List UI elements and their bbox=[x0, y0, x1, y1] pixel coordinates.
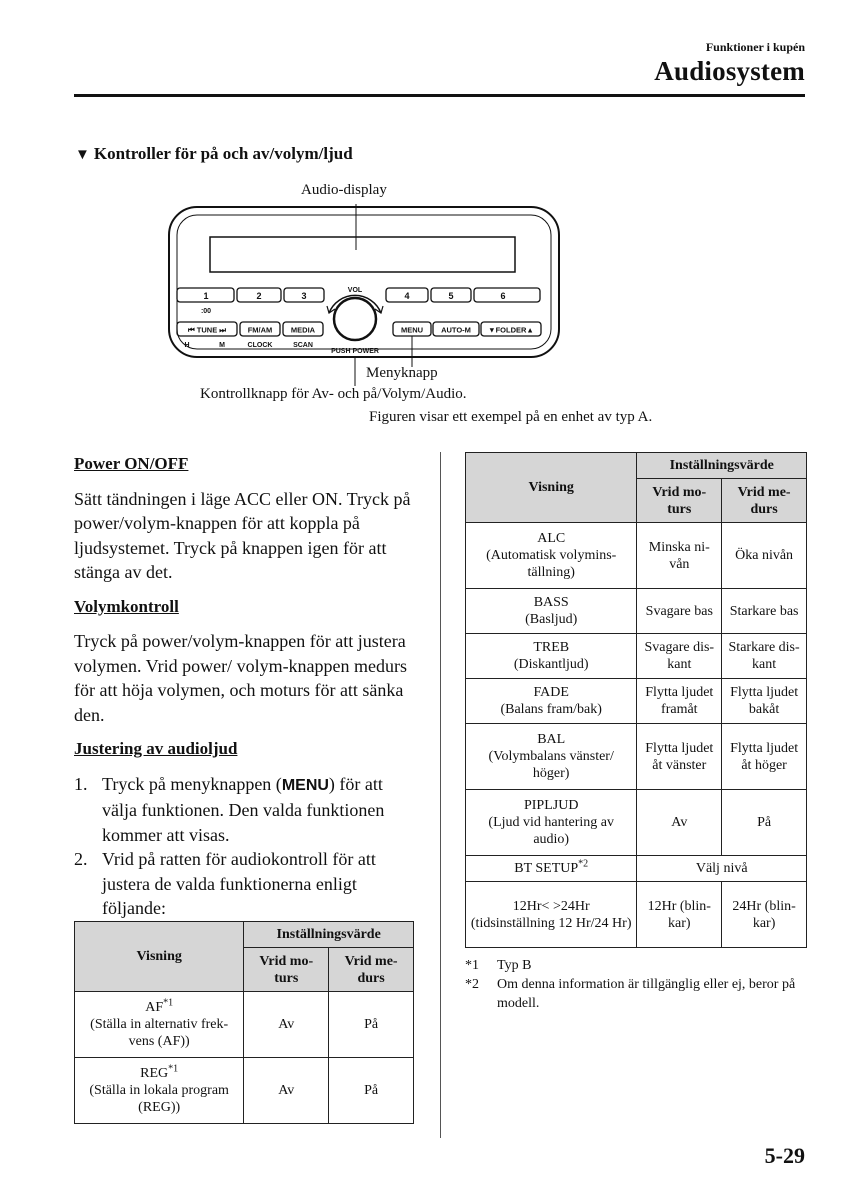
col-ccw: Vrid mo-turs bbox=[244, 948, 329, 992]
audio-unit-diagram bbox=[165, 180, 725, 430]
preset-label-5: 5 bbox=[448, 291, 454, 301]
sub-label-clock: CLOCK bbox=[247, 342, 273, 349]
ccw-cell: Flytta ljudet åt vänster bbox=[637, 724, 722, 790]
cw-cell: Starkare bas bbox=[722, 589, 807, 634]
table-row bbox=[466, 679, 807, 724]
table-header-row bbox=[75, 922, 414, 948]
visning-cell: BAL (Volymbalans vänster/ höger) bbox=[466, 724, 637, 790]
cw-cell: På bbox=[329, 1058, 414, 1124]
col-installningsvarde: Inställningsvärde bbox=[244, 922, 414, 948]
fm-am-button-label: FM/AM bbox=[247, 325, 273, 335]
col-cw: Vrid me-durs bbox=[722, 479, 807, 523]
ccw-cell: Svagare dis-kant bbox=[637, 634, 722, 679]
footnotes bbox=[465, 956, 810, 1013]
power-text: Sätt tändningen i läge ACC eller ON. Tryck på power/volym-knappen för att koppla på ljudsystemet. Tryck på knappen igen för att stänga av det. bbox=[74, 488, 411, 582]
push-power-label: PUSH POWER bbox=[331, 348, 379, 355]
preset-label-6: 6 bbox=[500, 291, 506, 301]
table-header-row bbox=[466, 453, 807, 479]
figure-caption: Figuren visar ett exempel på en enhet av typ A. bbox=[369, 409, 653, 425]
visning-cell: 12Hr< >24Hr (tidsinställning 12 Hr/24 Hr) bbox=[466, 882, 637, 948]
sub-label-scan: SCAN bbox=[293, 342, 313, 349]
preset-label-1: 1 bbox=[203, 291, 209, 301]
cw-cell: Öka nivån bbox=[722, 523, 807, 589]
table-row bbox=[466, 882, 807, 948]
page-number: 5-29 bbox=[764, 1143, 805, 1168]
tune-button-label: ⏮ TUNE ⏭ bbox=[187, 325, 227, 335]
menu-keyword: MENU bbox=[281, 776, 329, 794]
col-installningsvarde: Inställningsvärde bbox=[637, 453, 807, 479]
preset-label-3: 3 bbox=[301, 291, 307, 301]
volume-heading: Volymkontroll bbox=[74, 596, 179, 616]
ccw-cell: Flytta ljudet framåt bbox=[637, 679, 722, 724]
col-visning: Visning bbox=[75, 922, 244, 992]
vol-label: VOL bbox=[347, 287, 363, 294]
table-row bbox=[466, 589, 807, 634]
visning-cell: BT SETUP$^{*2}$ bbox=[466, 856, 637, 882]
step-2-text: Vrid på ratten för audiokontroll för att justera de valda funktionerna enligt följande: bbox=[102, 849, 376, 918]
ccw-cell: Svagare bas bbox=[637, 589, 722, 634]
cw-cell: Starkare dis-kant bbox=[722, 634, 807, 679]
table-row bbox=[466, 856, 807, 882]
ccw-cell: Av bbox=[637, 790, 722, 856]
header-rule bbox=[74, 94, 805, 97]
step-1-text: Tryck på menyknappen (MENU) för att välja funktionen. Den valda funktionen kommer att visas. bbox=[102, 773, 385, 845]
cw-cell: På bbox=[329, 992, 414, 1058]
label-control-knob: Kontrollknapp för Av- och på/Volym/Audio. bbox=[200, 386, 467, 402]
settings-table-left bbox=[74, 921, 414, 1124]
steps-list bbox=[74, 772, 419, 921]
section-heading bbox=[75, 144, 353, 164]
preset-label-2: 2 bbox=[256, 291, 262, 301]
ccw-cell: Minska ni-vån bbox=[637, 523, 722, 589]
header-subtitle: Funktioner i kupén bbox=[705, 40, 805, 54]
visning-cell: TREB (Diskantljud) bbox=[466, 634, 637, 679]
footnote-mark: *1 bbox=[465, 958, 479, 973]
step-2-number: 2. bbox=[74, 849, 88, 869]
power-heading: Power ON/OFF bbox=[74, 454, 189, 473]
label-audio-display: Audio-display bbox=[301, 182, 387, 198]
table-row bbox=[466, 724, 807, 790]
footnote-2 bbox=[465, 975, 810, 1013]
ccw-cell: 12Hr (blin-kar) bbox=[637, 882, 722, 948]
table-row bbox=[75, 1058, 414, 1124]
visning-cell: AF$^{*1}$ (Ställa in alternativ frek-vens (AF)) bbox=[75, 992, 244, 1058]
media-button-label: MEDIA bbox=[290, 325, 316, 335]
sub-label-m: M bbox=[219, 342, 225, 349]
left-column bbox=[74, 452, 419, 921]
menu-button-label: MENU bbox=[400, 325, 424, 335]
table-row bbox=[466, 634, 807, 679]
triangle-down-icon: ▼ bbox=[75, 147, 90, 163]
step-2 bbox=[74, 847, 419, 921]
sub-label-h: H bbox=[184, 342, 190, 349]
col-visning: Visning bbox=[466, 453, 637, 523]
table-row bbox=[466, 523, 807, 589]
visning-cell: PIPLJUD (Ljud vid hantering av audio) bbox=[466, 790, 637, 856]
label-menu-button: Menyknapp bbox=[366, 365, 438, 381]
volume-knob bbox=[334, 298, 376, 340]
footnote-1 bbox=[465, 956, 810, 975]
footnote-text: Om denna information är tillgänglig eller ej, beror på modell. bbox=[497, 977, 796, 1011]
step-1 bbox=[74, 772, 419, 848]
merged-cell: Välj nivå bbox=[637, 856, 807, 882]
cw-cell: Flytta ljudet bakåt bbox=[722, 679, 807, 724]
visning-cell: BASS (Basljud) bbox=[466, 589, 637, 634]
col-cw: Vrid me-durs bbox=[329, 948, 414, 992]
footnote-mark: *2 bbox=[465, 977, 479, 992]
section-heading-text: Kontroller för på och av/volym/ljud bbox=[93, 144, 353, 163]
step-1-number: 1. bbox=[74, 773, 88, 794]
folder-button-label: ▼FOLDER▲ bbox=[488, 325, 534, 335]
table-row bbox=[75, 992, 414, 1058]
preset-sub-label: :00 bbox=[200, 308, 212, 315]
audio-adjust-heading: Justering av audioljud bbox=[74, 739, 238, 758]
visning-cell: REG$^{*1}$ (Ställa in lokala program (REG)) bbox=[75, 1058, 244, 1124]
ccw-cell: Av bbox=[244, 1058, 329, 1124]
auto-m-button-label: AUTO-M bbox=[441, 325, 471, 335]
column-divider bbox=[440, 452, 441, 1138]
cw-cell: 24Hr (blin-kar) bbox=[722, 882, 807, 948]
settings-table-right bbox=[465, 452, 807, 948]
table-row bbox=[466, 790, 807, 856]
cw-cell: På bbox=[722, 790, 807, 856]
ccw-cell: Av bbox=[244, 992, 329, 1058]
preset-label-4: 4 bbox=[404, 291, 410, 301]
cw-cell: Flytta ljudet åt höger bbox=[722, 724, 807, 790]
visning-cell: ALC (Automatisk volymins-tällning) bbox=[466, 523, 637, 589]
visning-cell: FADE (Balans fram/bak) bbox=[466, 679, 637, 724]
col-ccw: Vrid mo-turs bbox=[637, 479, 722, 523]
volume-text: Tryck på power/volym-knappen för att justera volymen. Vrid power/ volym-knappen medurs för att höja volymen, och moturs för att sänka den. bbox=[74, 631, 408, 725]
footnote-text: Typ B bbox=[497, 958, 532, 973]
page-title: Audiosystem bbox=[654, 56, 805, 86]
